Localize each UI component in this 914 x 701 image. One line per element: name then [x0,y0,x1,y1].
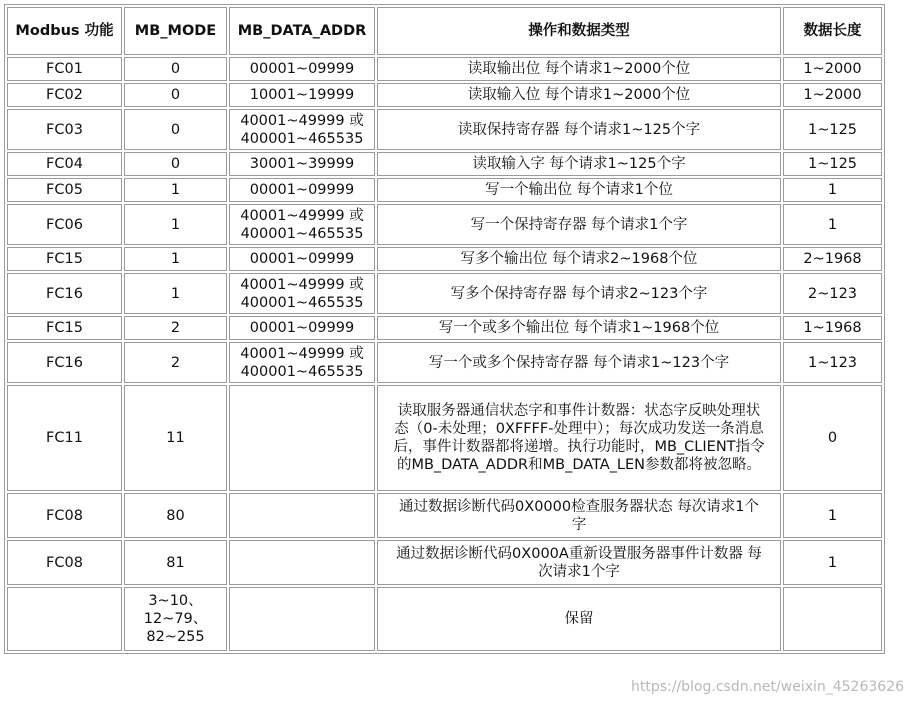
cell-data-length: 0 [783,385,882,491]
cell-operation: 读取输入字 每个请求1~125个字 [377,152,781,176]
cell-mb-data-addr: 30001~39999 [229,152,375,176]
table-row [7,342,882,383]
table-row [7,152,882,176]
cell-function-code: FC11 [7,385,122,491]
cell-mb-mode: 2 [124,316,227,340]
cell-mb-mode: 80 [124,493,227,538]
cell-data-length: 1~125 [783,109,882,150]
cell-data-length: 2~123 [783,273,882,314]
table-row [7,587,882,651]
cell-data-length: 1 [783,178,882,202]
cell-operation: 写一个或多个输出位 每个请求1~1968个位 [377,316,781,340]
cell-mb-data-addr [229,385,375,491]
cell-function-code: FC02 [7,83,122,107]
cell-operation: 通过数据诊断代码0X000A重新设置服务器事件计数器 每次请求1个字 [377,540,781,585]
cell-mb-mode: 0 [124,109,227,150]
cell-operation: 写一个输出位 每个请求1个位 [377,178,781,202]
header-mb-data-addr: MB_DATA_ADDR [229,7,375,55]
cell-operation: 读取输入位 每个请求1~2000个位 [377,83,781,107]
cell-mb-data-addr [229,540,375,585]
cell-mb-mode: 81 [124,540,227,585]
cell-function-code: FC15 [7,316,122,340]
cell-mb-data-addr: 40001~49999 或 400001~465535 [229,109,375,150]
cell-mb-data-addr: 00001~09999 [229,316,375,340]
cell-data-length: 1 [783,540,882,585]
cell-function-code: FC04 [7,152,122,176]
cell-mb-data-addr: 00001~09999 [229,178,375,202]
table-row [7,316,882,340]
cell-mb-data-addr: 40001~49999 或 400001~465535 [229,204,375,245]
cell-operation: 读取服务器通信状态字和事件计数器：状态字反映处理状态（0-未处理；0XFFFF-处理中）；每次成功发送一条消息后，事件计数器都将递增。执行功能时，MB_CLIENT指令的MB_DATA_ADDR和MB_DATA_LEN参数都将被忽略。 [377,385,781,491]
table-row [7,385,882,491]
cell-function-code: FC01 [7,57,122,81]
cell-data-length: 2~1968 [783,247,882,271]
watermark-url: https://blog.csdn.net/weixin_45263626 [630,679,904,695]
cell-data-length: 1~2000 [783,57,882,81]
table-row [7,204,882,245]
cell-mb-mode: 1 [124,247,227,271]
cell-mb-mode: 1 [124,178,227,202]
cell-mb-data-addr: 00001~09999 [229,247,375,271]
cell-operation: 读取输出位 每个请求1~2000个位 [377,57,781,81]
header-mb-mode: MB_MODE [124,7,227,55]
cell-mb-data-addr: 00001~09999 [229,57,375,81]
cell-data-length: 1~123 [783,342,882,383]
table-row [7,109,882,150]
cell-function-code: FC05 [7,178,122,202]
cell-operation: 通过数据诊断代码0X0000检查服务器状态 每次请求1个字 [377,493,781,538]
table-header-row [7,7,882,55]
cell-mb-mode: 11 [124,385,227,491]
cell-mb-data-addr [229,493,375,538]
cell-mb-mode: 0 [124,152,227,176]
cell-operation: 写一个保持寄存器 每个请求1个字 [377,204,781,245]
cell-function-code: FC08 [7,493,122,538]
cell-mb-data-addr: 40001~49999 或 400001~465535 [229,273,375,314]
table-row [7,273,882,314]
cell-mb-mode: 2 [124,342,227,383]
cell-mb-data-addr [229,587,375,651]
cell-mb-mode: 0 [124,83,227,107]
cell-data-length: 1~2000 [783,83,882,107]
cell-operation: 写多个保持寄存器 每个请求2~123个字 [377,273,781,314]
modbus-function-table [4,4,885,654]
cell-operation: 写多个输出位 每个请求2~1968个位 [377,247,781,271]
table-row [7,178,882,202]
cell-data-length [783,587,882,651]
cell-operation: 读取保持寄存器 每个请求1~125个字 [377,109,781,150]
cell-mb-mode: 1 [124,204,227,245]
cell-operation: 保留 [377,587,781,651]
table-row [7,57,882,81]
header-operation-data-type: 操作和数据类型 [377,7,781,55]
cell-operation: 写一个或多个保持寄存器 每个请求1~123个字 [377,342,781,383]
cell-function-code: FC16 [7,273,122,314]
cell-function-code: FC03 [7,109,122,150]
cell-function-code: FC16 [7,342,122,383]
cell-mb-mode: 0 [124,57,227,81]
cell-mb-data-addr: 40001~49999 或 400001~465535 [229,342,375,383]
cell-mb-mode: 1 [124,273,227,314]
header-data-length: 数据长度 [783,7,882,55]
cell-function-code [7,587,122,651]
cell-data-length: 1 [783,493,882,538]
header-modbus-function: Modbus 功能 [7,7,122,55]
table-row [7,493,882,538]
cell-data-length: 1~125 [783,152,882,176]
cell-mb-data-addr: 10001~19999 [229,83,375,107]
cell-data-length: 1~1968 [783,316,882,340]
cell-function-code: FC06 [7,204,122,245]
cell-function-code: FC15 [7,247,122,271]
table-row [7,83,882,107]
cell-data-length: 1 [783,204,882,245]
table-row [7,247,882,271]
cell-function-code: FC08 [7,540,122,585]
cell-mb-mode: 3~10、12~79、82~255 [124,587,227,651]
table-row [7,540,882,585]
